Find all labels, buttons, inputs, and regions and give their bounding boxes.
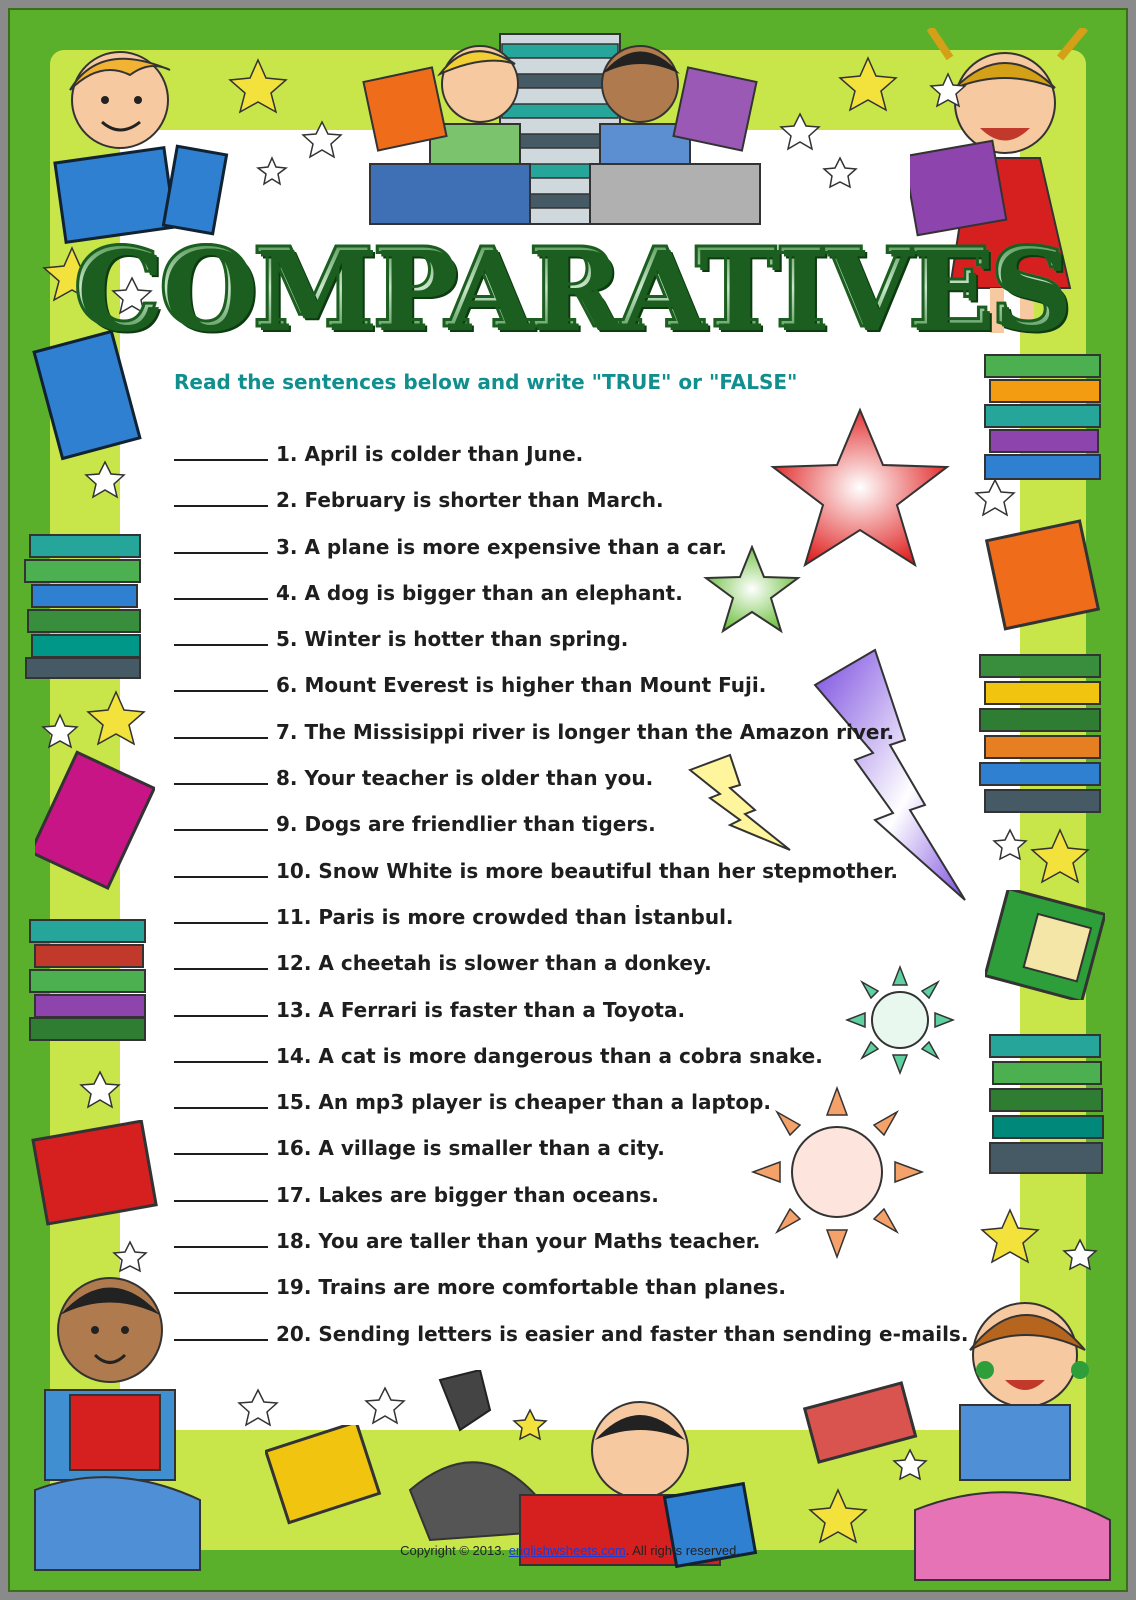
answer-blank[interactable]: [174, 1037, 268, 1063]
answer-blank[interactable]: [174, 574, 268, 600]
answer-blank[interactable]: [174, 528, 268, 554]
question-text: 20. Sending letters is easier and faster than sending e-mails.: [276, 1321, 969, 1346]
copyright-footer: [10, 1543, 1128, 1558]
question-text: 8. Your teacher is older than you.: [276, 766, 654, 791]
question-item: [174, 894, 968, 940]
question-text: 11. Paris is more crowded than İstanbul.: [276, 904, 734, 929]
copyright-suffix: . All rights reserved.: [625, 1543, 740, 1558]
copyright-link[interactable]: englishwsheets.com: [508, 1543, 626, 1558]
question-item: [174, 1079, 968, 1125]
question-item: [174, 1125, 968, 1171]
question-item: [174, 801, 968, 847]
answer-blank[interactable]: [174, 944, 268, 970]
questions-list: [174, 431, 968, 1357]
question-text: 9. Dogs are friendlier than tigers.: [276, 812, 656, 837]
copyright-prefix: Copyright © 2013.: [400, 1543, 506, 1558]
question-text: 15. An mp3 player is cheaper than a laptop.: [276, 1090, 772, 1115]
question-item: [174, 1311, 968, 1357]
question-text: 13. A Ferrari is faster than a Toyota.: [276, 997, 686, 1022]
answer-blank[interactable]: [174, 991, 268, 1017]
question-item: [174, 1264, 968, 1310]
question-text: 4. A dog is bigger than an elephant.: [276, 580, 683, 605]
question-item: [174, 755, 968, 801]
answer-blank[interactable]: [174, 759, 268, 785]
question-item: [174, 431, 968, 477]
question-text: 3. A plane is more expensive than a car.: [276, 534, 727, 559]
question-item: [174, 987, 968, 1033]
answer-blank[interactable]: [174, 713, 268, 739]
worksheet-title: COMPARATIVES: [73, 223, 1067, 352]
question-text: 19. Trains are more comfortable than planes.: [276, 1275, 786, 1300]
worksheet-page: [8, 8, 1128, 1592]
question-item: [174, 1033, 968, 1079]
answer-blank[interactable]: [174, 435, 268, 461]
answer-blank[interactable]: [174, 481, 268, 507]
answer-blank[interactable]: [174, 852, 268, 878]
question-text: 12. A cheetah is slower than a donkey.: [276, 951, 712, 976]
answer-blank[interactable]: [174, 666, 268, 692]
answer-blank[interactable]: [174, 620, 268, 646]
question-text: 14. A cat is more dangerous than a cobra snake.: [276, 1043, 823, 1068]
question-text: 2. February is shorter than March.: [276, 488, 664, 513]
question-item: [174, 524, 968, 570]
question-item: [174, 1218, 968, 1264]
question-item: [174, 662, 968, 708]
question-item: [174, 616, 968, 662]
question-text: 6. Mount Everest is higher than Mount Fuji.: [276, 673, 767, 698]
question-item: [174, 570, 968, 616]
question-text: 10. Snow White is more beautiful than her stepmother.: [276, 858, 898, 883]
question-item: [174, 940, 968, 986]
question-item: [174, 477, 968, 523]
answer-blank[interactable]: [174, 1222, 268, 1248]
answer-blank[interactable]: [174, 1083, 268, 1109]
answer-blank[interactable]: [174, 1315, 268, 1341]
question-item: [174, 709, 968, 755]
instructions-text: Read the sentences below and write "TRUE" or "FALSE": [174, 370, 798, 394]
question-text: 17. Lakes are bigger than oceans.: [276, 1182, 659, 1207]
answer-blank[interactable]: [174, 1129, 268, 1155]
question-text: 1. April is colder than June.: [276, 442, 584, 466]
question-text: 7. The Missisippi river is longer than the Amazon river.: [276, 719, 895, 744]
question-text: 16. A village is smaller than a city.: [276, 1136, 665, 1161]
answer-blank[interactable]: [174, 1268, 268, 1294]
question-item: [174, 848, 968, 894]
question-item: [174, 1172, 968, 1218]
answer-blank[interactable]: [174, 898, 268, 924]
question-text: 5. Winter is hotter than spring.: [276, 627, 629, 652]
answer-blank[interactable]: [174, 1176, 268, 1202]
answer-blank[interactable]: [174, 805, 268, 831]
question-text: 18. You are taller than your Maths teacher.: [276, 1229, 761, 1254]
